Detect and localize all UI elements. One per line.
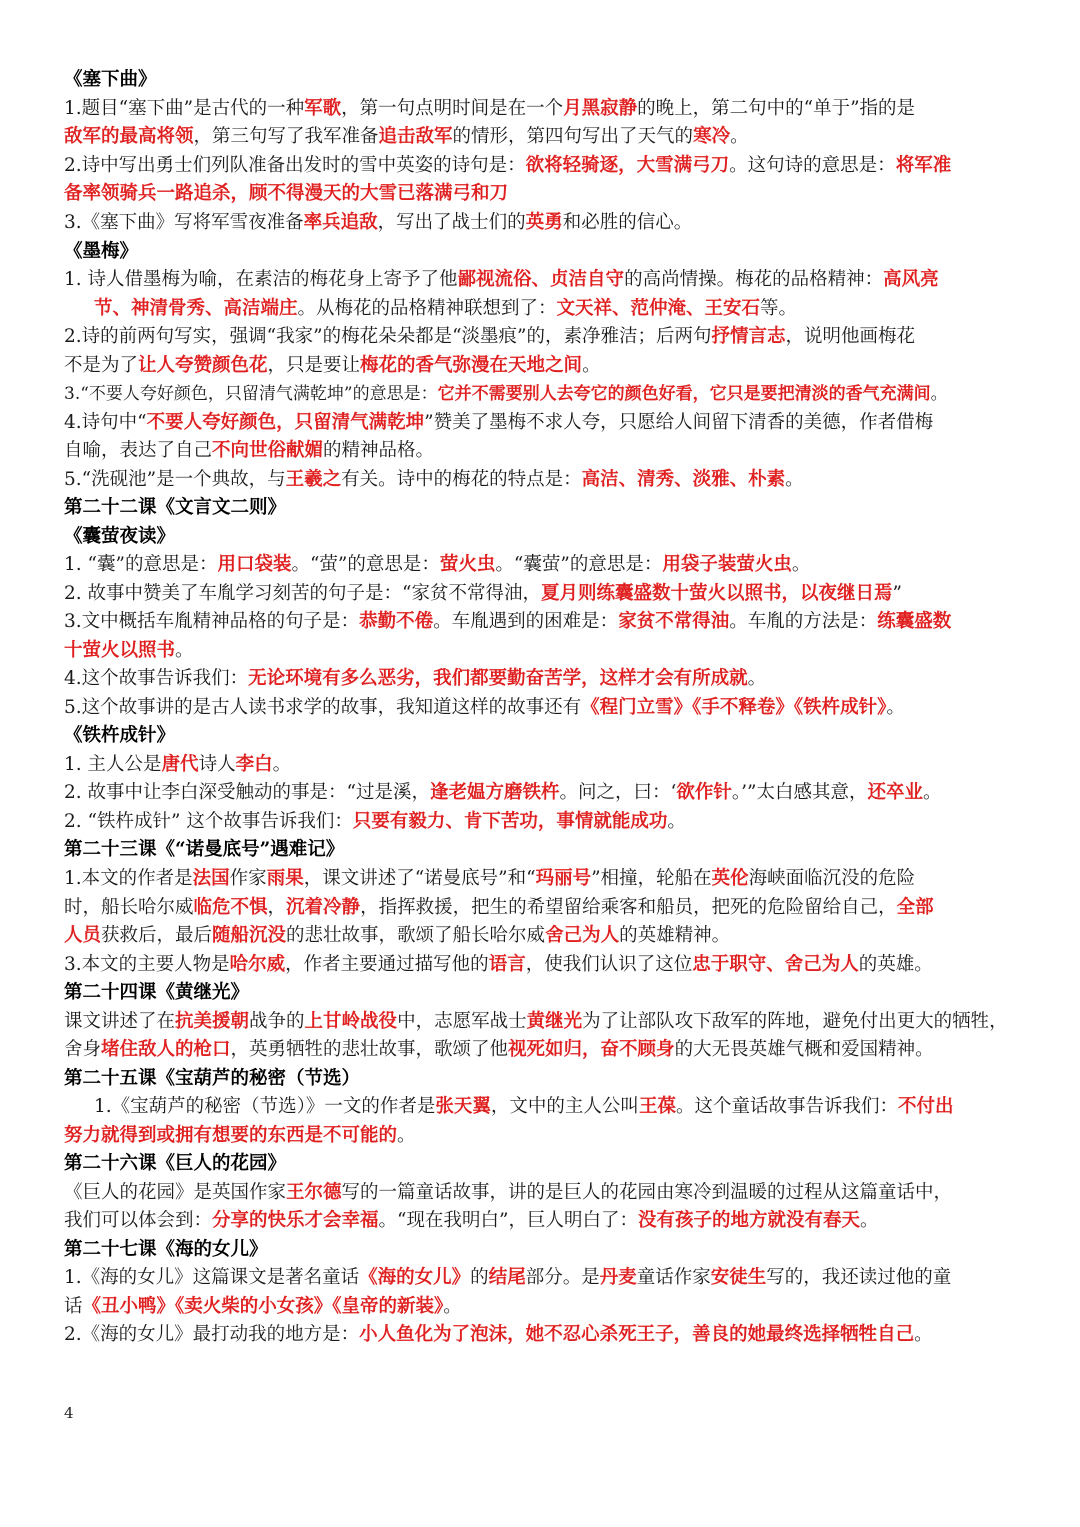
text-segment: ，第三句写了我军准备: [193, 125, 379, 147]
answer-text: 它并不需要别人去夸它的颜色好看，它只是要把清淡的香气充满间: [437, 383, 931, 404]
answer-text: 法国: [192, 867, 230, 889]
answer-text: 梅花的香气弥漫在天地之间: [360, 354, 583, 376]
answer-text: 不向世俗献媚: [212, 439, 324, 461]
text-line: [64, 694, 1030, 723]
answer-text: 忠于职守、舍己为人: [692, 953, 859, 975]
text-line: [64, 951, 1030, 980]
answer-text: 上甘岭战役: [304, 1010, 398, 1032]
text-segment: 第二十四课《黄继光》: [64, 981, 250, 1003]
text-segment: 1.题目“塞下曲”是古代的一种: [64, 97, 305, 119]
answer-text: 黄继光: [526, 1010, 583, 1032]
answer-text: 敌军的最高将领: [64, 125, 194, 147]
text-line: [64, 1321, 1030, 1350]
text-segment: 。: [859, 1209, 879, 1231]
text-segment: 。: [397, 1124, 416, 1146]
answer-text: 抗美援朝: [175, 1010, 250, 1032]
answer-text: 随船沉没: [212, 924, 287, 946]
answer-text: 王葆: [638, 1095, 676, 1117]
text-segment: 1. 诗人借墨梅为喻，在素洁的梅花身上寄予了他: [64, 268, 458, 290]
answer-text: 夏月则练囊盛数十萤火以照书，以夜继日焉: [541, 582, 893, 604]
text-segment: 的: [470, 1266, 489, 1288]
text-line: [64, 665, 1030, 694]
text-line: [64, 865, 1030, 894]
answer-text: 英伦: [711, 867, 749, 889]
text-segment: 不是为了: [64, 354, 139, 376]
answer-text: 安徒生: [710, 1266, 767, 1288]
text-segment: 《塞下曲》: [64, 69, 157, 90]
answer-text: 欲作针: [676, 781, 732, 803]
text-line: [64, 409, 1030, 438]
text-segment: 。: [443, 1295, 462, 1317]
text-line: [64, 95, 1030, 124]
text-segment: 获救后，最后: [101, 924, 213, 946]
text-segment: 《铁杵成针》: [64, 724, 176, 746]
answer-text: 临危不惧: [193, 896, 268, 918]
text-segment: ，使我们认识了这位: [525, 953, 693, 975]
answer-text: 唐代: [161, 753, 199, 775]
text-segment: ，英勇牺牲的悲壮故事，歌颂了他: [230, 1038, 509, 1060]
text-segment: ，指挥救援，把生的希望留给乘客和船员，把死的危险留给自己，: [360, 896, 897, 918]
text-segment: 第二十三课《“诺曼底号”遇难记》: [64, 838, 345, 860]
answer-text: 不要人夸好颜色，只留清气满乾坤: [146, 411, 425, 433]
section-heading: [64, 979, 1030, 1008]
text-line: [64, 1264, 1030, 1293]
text-line: [64, 152, 1030, 181]
text-segment: ，: [267, 896, 287, 918]
text-segment: ，作者主要通过描写他的: [285, 953, 489, 975]
text-segment: 2. 故事中赞美了车胤学习刻苦的句子是：“家贫不常得油，: [64, 582, 541, 604]
text-segment: 。: [175, 639, 194, 661]
text-segment: 1. 主人公是: [64, 753, 162, 775]
section-heading: [64, 1236, 1030, 1265]
answer-text: 全部: [896, 896, 934, 918]
text-segment: 3.文中概括车胤精神品格的句子是：: [64, 610, 360, 632]
text-segment: 课文讲述了在: [64, 1010, 176, 1032]
text-segment: 3.本文的主要人物是: [64, 953, 230, 975]
section-heading: [64, 494, 1030, 523]
text-segment: 战争的: [249, 1010, 305, 1032]
text-segment: 。“现在我明白”，巨人明白了：: [378, 1209, 638, 1231]
text-line: [64, 437, 1030, 466]
text-segment: 第二十六课《巨人的花园》: [64, 1152, 287, 1174]
section-heading: [64, 1150, 1030, 1179]
text-line: [64, 295, 1030, 324]
answer-text: 哈尔威: [229, 953, 286, 975]
answer-text: 家贫不常得油: [618, 610, 730, 632]
text-segment: 。: [667, 810, 686, 832]
text-segment: 《巨人的花园》是英国作家: [64, 1181, 287, 1203]
section-heading: [64, 722, 1030, 751]
text-line: [64, 1008, 1030, 1037]
text-segment: 我们可以体会到：: [64, 1209, 213, 1231]
answer-text: 练囊盛数: [877, 610, 952, 632]
text-segment: 。’”太白感其意，: [731, 781, 868, 803]
answer-text: 恭勤不倦: [359, 610, 434, 632]
answer-text: 节、神清骨秀、高洁端庄: [94, 297, 298, 319]
document-page: [64, 66, 1030, 1350]
text-segment: 。这个童话故事告诉我们：: [675, 1095, 898, 1117]
text-segment: 4.这个故事告诉我们：: [64, 667, 249, 689]
answer-text: 小人鱼化为了泡沫，她不忍心杀死王子，善良的她最终选择牺牲自己: [359, 1324, 915, 1346]
answer-text: 抒情言志: [711, 325, 786, 347]
text-segment: 的精神品格。: [323, 439, 435, 461]
text-segment: 。车胤遇到的困难是：: [433, 610, 619, 632]
answer-text: 沉着冷静: [286, 896, 361, 918]
text-segment: 4.诗句中“: [64, 411, 147, 433]
text-line: [64, 751, 1030, 780]
text-segment: 中，志愿军战士: [397, 1010, 527, 1032]
answer-text: 没有孩子的地方就没有春天: [637, 1209, 860, 1231]
answer-text: 王尔德: [286, 1181, 342, 1203]
answer-text: 舍己为人: [545, 924, 620, 946]
text-segment: 。: [730, 125, 749, 147]
text-segment: 2.诗的前两句写实，强调“我家”的梅花朵朵都是“淡墨痕”的，素净雅洁；后两句: [64, 325, 712, 347]
text-segment: 的情形，第四句写出了天气的: [452, 125, 694, 147]
text-segment: 自喻，表达了自己: [64, 439, 213, 461]
text-segment: 的晚上，第二句中的“单于”指的是: [637, 97, 916, 119]
text-line: [64, 608, 1030, 637]
section-heading: [64, 238, 1030, 267]
answer-text: 人员: [64, 924, 102, 946]
text-line: [64, 1036, 1030, 1065]
answer-text: 不付出: [897, 1095, 954, 1117]
text-segment: 的高尚情操。梅花的品格精神：: [624, 268, 884, 290]
text-segment: 。: [886, 696, 905, 718]
section-heading: [64, 523, 1030, 552]
text-line: [64, 551, 1030, 580]
text-segment: ，只是要让: [267, 354, 361, 376]
text-segment: 2. “铁杵成针” 这个故事告诉我们：: [64, 810, 353, 832]
answer-text: 将军准: [895, 154, 952, 176]
text-segment: ”相撞，轮船在: [591, 867, 712, 889]
text-line: [64, 266, 1030, 295]
text-segment: 的悲壮故事，歌颂了船长哈尔威: [286, 924, 546, 946]
text-segment: 等。: [760, 297, 798, 319]
answer-text: 军歌: [304, 97, 342, 119]
text-segment: ”: [892, 582, 902, 604]
text-line: [64, 894, 1030, 923]
text-segment: 。问之，曰：‘: [559, 781, 677, 803]
text-segment: 部分。是: [525, 1266, 600, 1288]
text-segment: 第二十五课《宝葫芦的秘密（节选）: [64, 1067, 361, 1089]
text-segment: 诗人: [198, 753, 236, 775]
answer-text: 张天翼: [435, 1095, 491, 1117]
text-segment: 海峡面临沉没的危险: [748, 867, 916, 889]
text-segment: 话: [64, 1295, 83, 1317]
answer-text: 无论环境有多么恶劣，我们都要勤奋苦学，这样才会有所成就: [248, 667, 748, 689]
answer-text: 玛丽号: [535, 867, 592, 889]
text-segment: ，课文讲述了“诺曼底号”和“: [303, 867, 536, 889]
section-heading: [64, 836, 1030, 865]
text-line: [64, 922, 1030, 951]
answer-text: 《海的女儿》: [359, 1266, 471, 1288]
text-segment: 3.“不要人夸好颜色，只留清气满乾坤”的意思是：: [64, 383, 438, 404]
text-segment: 1. “囊”的意思是：: [64, 553, 218, 575]
answer-text: 文天祥、范仲淹、王安石: [556, 297, 761, 319]
answer-text: 欲将轻骑逐，大雪满弓刀: [525, 154, 730, 176]
text-line: [64, 1093, 1030, 1122]
text-segment: 2.诗中写出勇士们列队准备出发时的雪中英姿的诗句是：: [64, 154, 526, 176]
answer-text: 十萤火以照书: [64, 639, 176, 661]
text-segment: 为了让部队攻下敌军的阵地，避免付出更大的牺牲，: [582, 1010, 1008, 1032]
text-line: [64, 352, 1030, 381]
answer-text: 雨果: [266, 867, 304, 889]
answer-text: 还卒业: [867, 781, 924, 803]
text-line: [64, 808, 1030, 837]
text-segment: ”赞美了墨梅不求人夸，只愿给人间留下清香的美德，作者借梅: [424, 411, 934, 433]
answer-text: 追击敌军: [378, 125, 453, 147]
text-line: [64, 123, 1030, 152]
answer-text: 萤火虫: [439, 553, 496, 575]
text-line: [64, 637, 1030, 666]
text-segment: 的英雄精神。: [619, 924, 731, 946]
answer-text: 高风亮: [883, 268, 939, 290]
text-segment: ，第一句点明时间是在一个: [341, 97, 564, 119]
answer-text: 英勇: [525, 211, 563, 233]
text-segment: 1.《海的女儿》这篇课文是著名童话: [64, 1266, 360, 1288]
text-segment: 。: [791, 553, 811, 575]
answer-text: 寒冷: [693, 125, 731, 147]
text-segment: 1.本文的作者是: [64, 867, 193, 889]
answer-text: 鄙视流俗、贞洁自守: [457, 268, 625, 290]
text-segment: 。“囊萤”的意思是：: [495, 553, 663, 575]
answer-text: 丹麦: [599, 1266, 637, 1288]
page-number: 4: [64, 1404, 74, 1422]
text-segment: 2.《海的女儿》最打动我的地方是：: [64, 1324, 360, 1346]
answer-text: 率兵追敌: [303, 211, 378, 233]
text-segment: 。: [747, 667, 767, 689]
text-segment: 。车胤的方法是：: [729, 610, 878, 632]
text-segment: ，写出了战士们的: [377, 211, 526, 233]
text-line: [64, 380, 1030, 409]
text-segment: 。: [582, 354, 601, 376]
answer-text: 王羲之: [285, 468, 342, 490]
text-segment: 时，船长哈尔威: [64, 896, 194, 918]
text-line: [64, 1122, 1030, 1151]
text-segment: 有关。诗中的梅花的特点是：: [341, 468, 582, 490]
text-segment: 3.《塞下曲》写将军雪夜准备: [64, 211, 304, 233]
text-segment: 。: [930, 383, 948, 404]
answer-text: 备率领骑兵一路追杀，顾不得漫天的大雪已落满弓和刀: [64, 182, 509, 204]
text-line: [64, 779, 1030, 808]
answer-text: 视死如归，奋不顾身: [508, 1038, 675, 1060]
text-line: [64, 180, 1030, 209]
text-segment: 2. 故事中让李白深受触动的事是：“过是溪，: [64, 781, 430, 803]
text-segment: 5.“洗砚池”是一个典故，与: [64, 468, 286, 490]
text-segment: 。: [785, 468, 804, 490]
text-segment: 写的，我还读过他的童: [766, 1266, 952, 1288]
answer-text: 只要有毅力、肯下苦功，事情就能成功: [352, 810, 668, 832]
answer-text: 让人夸赞颜色花: [138, 354, 268, 376]
text-line: [64, 1179, 1030, 1208]
answer-text: 努力就得到或拥有想要的东西是不可能的: [64, 1124, 398, 1146]
answer-text: 用口袋装: [217, 553, 292, 575]
text-segment: 作家: [229, 867, 267, 889]
text-segment: 第二十七课《海的女儿》: [64, 1238, 268, 1260]
text-segment: 1.《宝葫芦的秘密（节选）》一文的作者是: [94, 1095, 436, 1117]
answer-text: 用袋子装萤火虫: [662, 553, 792, 575]
text-segment: 。: [914, 1324, 933, 1346]
text-segment: 写的一篇童话故事，讲的是巨人的花园由寒冷到温暖的过程从这篇童话中，: [341, 1181, 953, 1203]
text-segment: 《囊萤夜读》: [64, 525, 176, 547]
text-line: [64, 209, 1030, 238]
text-line: [64, 1293, 1030, 1322]
text-segment: 。“萤”的意思是：: [291, 553, 440, 575]
answer-text: 结尾: [488, 1266, 526, 1288]
section-heading: [64, 1065, 1030, 1094]
text-segment: ，文中的主人公叫: [490, 1095, 639, 1117]
text-segment: 《墨梅》: [64, 240, 139, 262]
answer-text: 《丑小鸭》《卖火柴的小女孩》《皇帝的新装》: [82, 1295, 444, 1317]
text-segment: 。从梅花的品格精神联想到了：: [297, 297, 557, 319]
text-segment: 舍身: [64, 1038, 102, 1060]
answer-text: 逢老媪方磨铁杵: [430, 781, 560, 803]
text-line: [64, 323, 1030, 352]
text-segment: 。: [272, 753, 292, 775]
answer-text: 分享的快乐才会幸福: [212, 1209, 379, 1231]
text-segment: 童话作家: [636, 1266, 711, 1288]
text-segment: 的大无畏英雄气概和爱国精神。: [674, 1038, 934, 1060]
answer-text: 语言: [488, 953, 526, 975]
answer-text: 堵住敌人的枪口: [101, 1038, 231, 1060]
text-segment: ，说明他画梅花: [785, 325, 916, 347]
text-segment: 的英雄。: [858, 953, 933, 975]
answer-text: 高洁、清秀、淡雅、朴素: [581, 468, 786, 490]
answer-text: 月黑寂静: [563, 97, 638, 119]
text-segment: 。这句诗的意思是：: [729, 154, 896, 176]
text-segment: 第二十二课《文言文二则》: [64, 496, 287, 518]
text-segment: 5.这个故事讲的是古人读书求学的故事，我知道这样的故事还有: [64, 696, 582, 718]
text-segment: 。: [923, 781, 942, 803]
text-line: [64, 1207, 1030, 1236]
answer-text: 《程门立雪》《手不释卷》《铁杵成针》: [581, 696, 887, 718]
text-line: [64, 466, 1030, 495]
text-line: [64, 580, 1030, 609]
text-segment: 和必胜的信心。: [562, 211, 693, 233]
answer-text: 李白: [235, 753, 273, 775]
section-heading: [64, 66, 1030, 95]
